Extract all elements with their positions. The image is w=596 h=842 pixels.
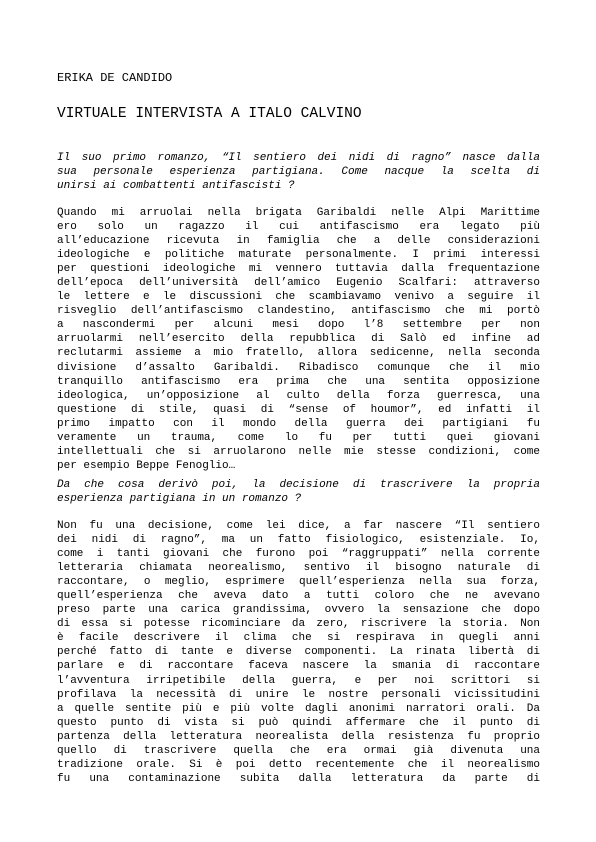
- text-line: di essa si potesse ricominciare da zero, riscrivere la storia. Non: [57, 618, 540, 631]
- text-line: questione di stile, quasi di “sense of houmor”, ed infatti il: [57, 403, 540, 416]
- text-line: per questioni ideologiche mi vennero tuttavia dalla frequentazione: [57, 263, 540, 276]
- text-line: sua personale esperienza partigiana. Come nacque la scelta di: [57, 166, 540, 179]
- text-line: veramente un trauma, come lo fu per tutti quei giovani: [57, 431, 540, 444]
- text-line: fu una contaminazione subita dalla letteratura da parte di: [57, 772, 540, 785]
- text-line: è facile descrivere il clima che si respirava in quegli anni: [57, 632, 540, 645]
- text-line: ero solo un ragazzo il cui antifascismo era legato più: [57, 221, 540, 234]
- text-line: parlare e di raccontare faceva nascere la smania di raccontare: [57, 660, 540, 673]
- text-line: Il suo primo romanzo, “Il sentiero dei nidi di ragno” nasce dalla: [57, 152, 540, 164]
- text-line: questo punto di vista si può quindi affermare che il punto di: [57, 716, 540, 729]
- text-line: unirsi ai combattenti antifascisti ?: [57, 180, 295, 193]
- question-1: [57, 151, 540, 193]
- text-line: ideologiche e politiche maturate personalmente. I primi interessi: [57, 249, 540, 262]
- text-line: esperienza partigiana in un romanzo ?: [57, 493, 302, 506]
- text-line: Da che cosa derivò poi, la decisione di trascrivere la propria: [57, 479, 540, 491]
- text-line: divisione d’assalto Garibaldi. Ribadisco comunque che il mio: [57, 361, 540, 374]
- text-line: raccontare, o meglio, esprimere quell’esperienza nella sua forza,: [57, 576, 540, 589]
- text-line: preso parte una carica grandissima, ovvero la sensazione che dopo: [57, 604, 540, 617]
- answer-2: [57, 519, 540, 786]
- text-line: tradizione orale. Si è poi detto recentemente che il neorealismo: [57, 758, 540, 771]
- text-line: le lettere e le discussioni che scambiavamo venivo a seguire il: [57, 291, 540, 304]
- text-line: intellettuali che si arruolarono nelle mie stesse condizioni, come: [57, 445, 540, 458]
- question-2: [57, 478, 540, 506]
- text-line: come i tanti giovani che furono poi “raggruppati” nella corrente: [57, 548, 540, 561]
- text-line: profilava la necessità di unire le nostre personali vicissitudini: [57, 688, 540, 701]
- text-line: quello di trascrivere quella che era ormai già divenuta una: [57, 744, 540, 757]
- author-name: ERIKA DE CANDIDO: [57, 71, 173, 85]
- text-line: Non fu una decisione, come lei dice, a far nascere “Il sentiero: [57, 520, 540, 532]
- text-line: letteraria chiamata neorealismo, sentivo il bisogno naturale di: [57, 562, 540, 575]
- text-line: tranquillo antifascismo era prima che una sentita opposizione: [57, 375, 540, 388]
- page-title: VIRTUALE INTERVISTA A ITALO CALVINO: [57, 106, 362, 122]
- text-line: perché fatto di tante e diverse componenti. La rinata libertà di: [57, 646, 540, 659]
- text-line: dei nidi di ragno”, ma un fatto fisiologico, esistenziale. Io,: [57, 534, 540, 547]
- text-line: partenza della letteratura neorealista della resistenza fu proprio: [57, 730, 540, 743]
- text-line: arruolarmi nell’esercito della repubblica di Salò ed infine ad: [57, 333, 540, 346]
- text-line: a quelle sentite più e più volte dagli anonimi narratori orali. Da: [57, 702, 540, 715]
- text-line: per esempio Beppe Fenoglio…: [57, 459, 236, 472]
- text-line: quell’esperienza che aveva dato a tutti coloro che ne avevano: [57, 590, 540, 603]
- text-line: ideologica, un’opposizione al culto della forza guerresca, una: [57, 389, 540, 402]
- text-line: risveglio dell’antifascismo clandestino, antifascismo che mi portò: [57, 305, 540, 318]
- text-line: primo impatto con il mondo della guerra dei partigiani fu: [57, 417, 540, 430]
- text-line: Quando mi arruolai nella brigata Garibaldi nelle Alpi Marittime: [57, 207, 540, 219]
- text-line: all’educazione ricevuta in famiglia che a delle considerazioni: [57, 235, 540, 248]
- text-line: a nascondermi per alcuni mesi dopo l’8 settembre per non: [57, 319, 540, 332]
- text-line: l’avventura irripetibile della guerra, e per noi scrittori si: [57, 674, 540, 687]
- text-line: reclutarmi assieme a mio fratello, allora sedicenne, nella seconda: [57, 347, 540, 360]
- answer-1: [57, 206, 540, 473]
- text-line: dell’epoca dell’università dell’amico Eugenio Scalfari: attraverso: [57, 277, 540, 290]
